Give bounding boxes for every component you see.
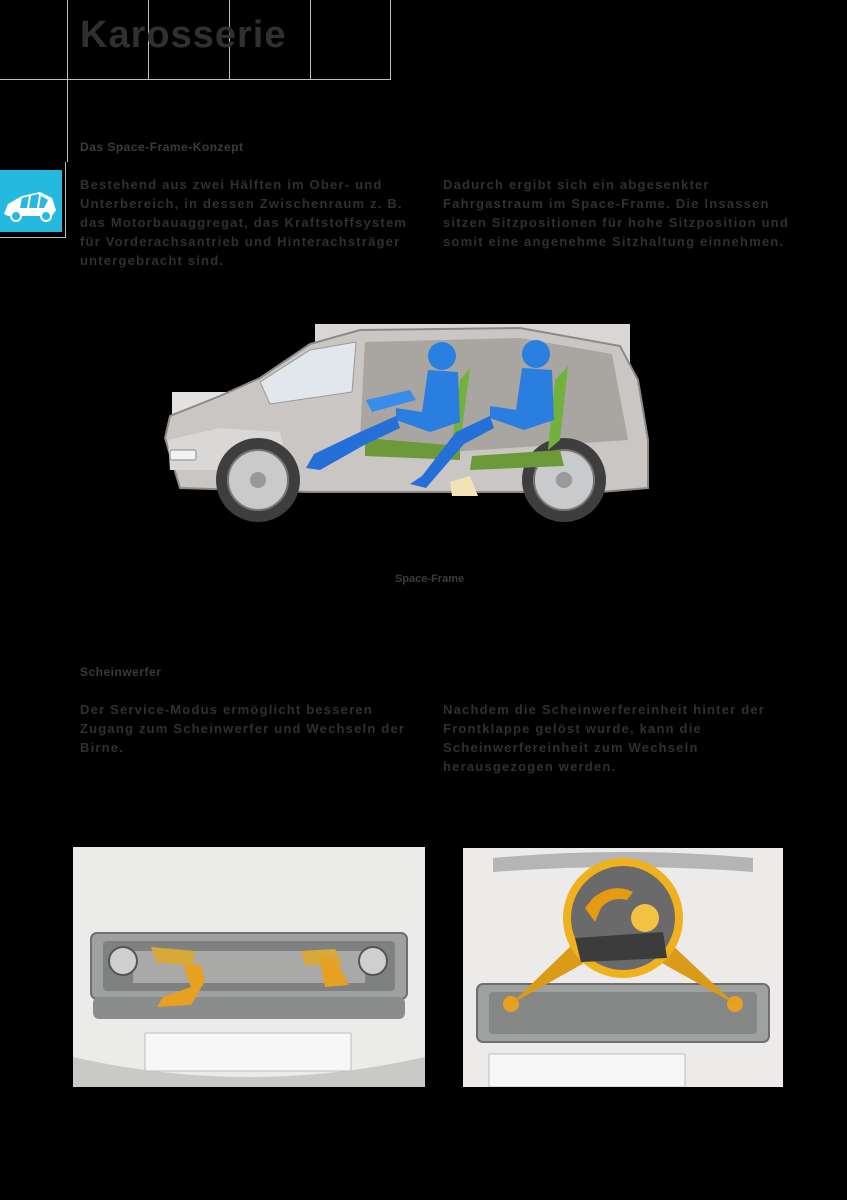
bulb-change-photo xyxy=(463,848,783,1087)
header-grid-line xyxy=(0,79,391,80)
header-grid-line xyxy=(390,0,391,80)
body-text-headlights-right: Nachdem die Scheinwerfereinheit hinter der Frontklappe gelöst wurde, kann die Scheinwerfereinheit zum Wechseln herausgezogen werden. xyxy=(443,702,766,774)
header-grid-line xyxy=(310,0,311,79)
section-icon xyxy=(0,162,66,238)
sidebar-grid-line xyxy=(67,80,68,162)
figure-caption: Space-Frame xyxy=(395,573,465,585)
section-heading-space-frame: Das Space-Frame-Konzept xyxy=(80,140,244,154)
header-grid-line xyxy=(67,0,68,79)
body-text-headlights-left: Der Service-Modus ermöglicht besseren Zugang zum Scheinwerfer und Wechseln der Birne. xyxy=(80,702,406,755)
section-heading-headlights: Scheinwerfer xyxy=(80,665,162,679)
car-body-icon xyxy=(0,170,62,232)
page-title: Karosserie xyxy=(80,14,287,56)
body-text-space-frame-left: Bestehend aus zwei Hälften im Ober- und Unterbereich, in dessen Zwischenraum z. B. das Motorbauaggregat, das Kraftstoffsystem für Vorderachsantrieb und Hinterachsträger untergebracht sind. xyxy=(80,177,408,268)
body-text-space-frame-right: Dadurch ergibt sich ein abgesenkter Fahrgastraum im Space-Frame. Die Insassen sitzen Sitzpositionen für hohe Sitzposition und somit eine angenehme Sitzhaltung einnehmen. xyxy=(443,177,789,249)
service-position-photo xyxy=(73,847,425,1087)
space-frame-illustration xyxy=(160,320,660,530)
